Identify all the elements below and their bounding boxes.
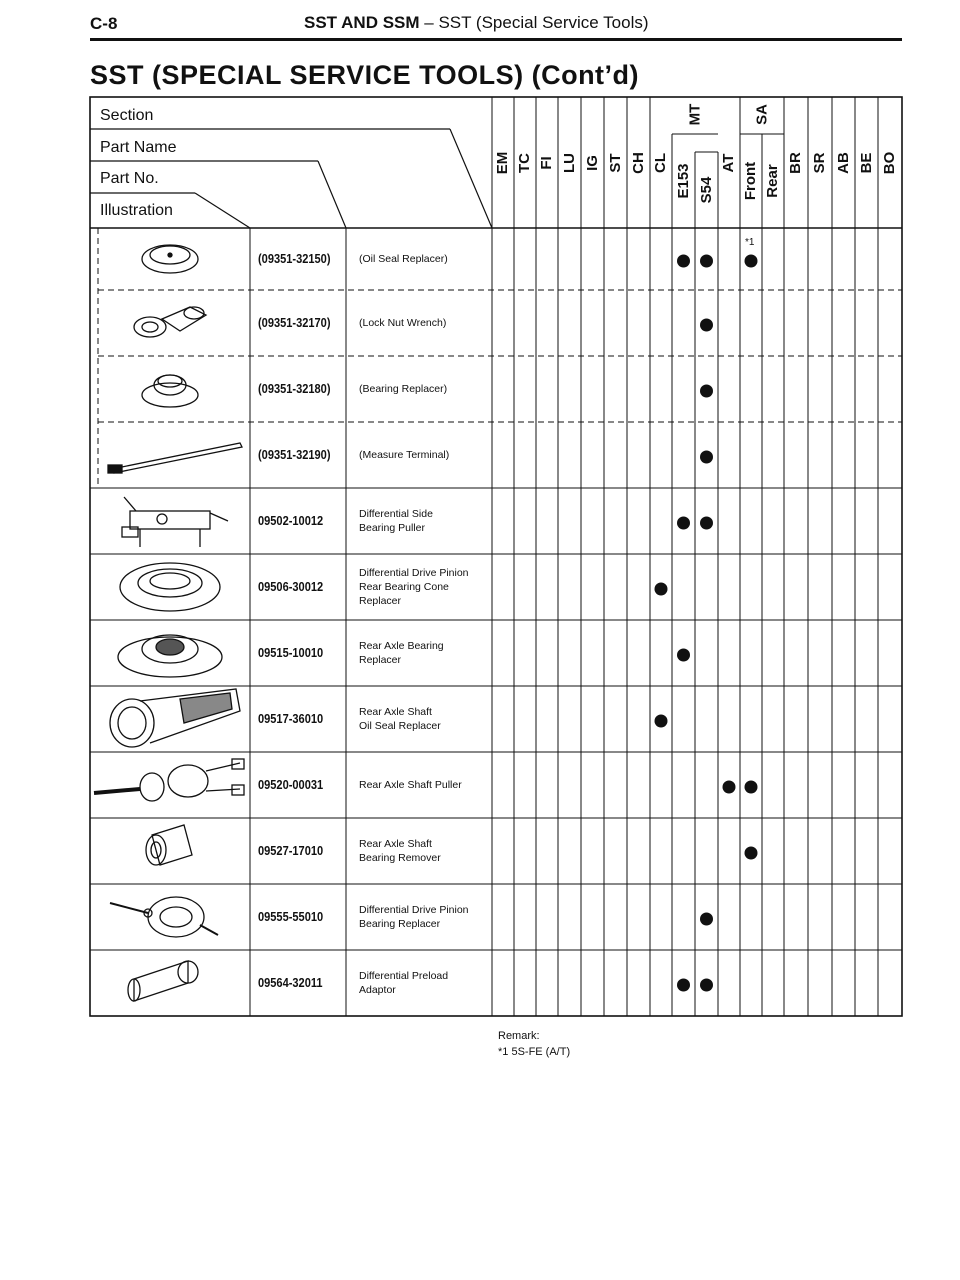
remark-label: Remark:	[498, 1030, 540, 1042]
applicable-dot-s54	[700, 451, 713, 464]
applicable-dot-front	[745, 847, 758, 860]
column-header-at: AT	[720, 153, 737, 172]
column-header-bo: BO	[881, 151, 898, 174]
bearing-replacer-icon	[142, 375, 198, 407]
column-header-fi: FI	[538, 155, 555, 170]
column-header-st: ST	[606, 152, 624, 173]
column-header-sr: SR	[811, 152, 828, 173]
legend-illustration: Illustration	[100, 202, 173, 219]
column-header-e153: E153	[674, 163, 692, 199]
applicable-dot-cl	[655, 715, 668, 728]
part-no: 09555-55010	[258, 909, 324, 924]
applicable-dot-s54	[700, 319, 713, 332]
part-no: 09527-17010	[258, 843, 324, 858]
part-no: 09517-36010	[258, 711, 324, 726]
part-name: (Bearing Replacer)	[359, 383, 448, 395]
part-no: 09564-32011	[258, 975, 323, 990]
oil-seal-replacer-icon	[110, 689, 240, 747]
part-name: Rear Axle Bearing Replacer	[359, 640, 444, 666]
legend-diag-illustration	[195, 193, 250, 228]
part-name: Differential Drive Pinion Rear Bearing Cone Replacer	[359, 567, 469, 607]
legend-diag-part-no	[318, 161, 346, 228]
part-no: 09506-30012	[258, 579, 324, 594]
footnote-marker: *1	[745, 237, 755, 248]
part-name: Differential Drive Pinion Bearing Replacer	[359, 904, 469, 930]
part-name: Rear Axle Shaft Oil Seal Replacer	[359, 706, 441, 732]
column-header-tc: TC	[516, 152, 533, 173]
part-name: Rear Axle Shaft Puller	[359, 779, 462, 791]
part-no: (09351-32150)	[258, 251, 331, 266]
column-header-ig: IG	[583, 154, 601, 171]
axle-bearing-replacer-icon	[118, 635, 222, 677]
pinion-bearing-replacer-icon	[110, 897, 218, 937]
applicable-dot-e153	[677, 979, 690, 992]
legend-section: Section	[100, 107, 154, 124]
applicable-dot-s54	[700, 517, 713, 530]
column-header-s54: S54	[697, 176, 715, 204]
column-header-cl: CL	[652, 152, 669, 173]
part-name: (Lock Nut Wrench)	[359, 317, 447, 329]
column-group-sa: SA	[753, 104, 771, 125]
part-name: Differential Side Bearing Puller	[359, 508, 433, 534]
bearing-remover-icon	[146, 825, 192, 865]
preload-adaptor-icon	[128, 961, 198, 1001]
column-header-be: BE	[857, 152, 875, 173]
applicable-dot-e153	[677, 255, 690, 268]
applicable-dot-s54	[700, 979, 713, 992]
column-group-mt: MT	[686, 103, 704, 126]
remark-note: *1 5S-FE (A/T)	[498, 1046, 571, 1058]
column-header-br: BR	[787, 151, 804, 174]
applicable-dot-s54	[700, 255, 713, 268]
applicable-dot-s54	[700, 913, 713, 926]
applicable-dot-e153	[677, 649, 690, 662]
page-code: C-8	[90, 14, 118, 33]
table-border	[90, 97, 902, 1016]
column-header-em: EM	[494, 151, 511, 174]
column-header-front: Front	[742, 161, 759, 201]
part-name: Differential Preload Adaptor	[359, 970, 449, 996]
applicable-dot-cl	[655, 583, 668, 596]
part-no: 09515-10010	[258, 645, 324, 660]
column-header-ch: CH	[629, 151, 647, 174]
legend-part-no: Part No.	[100, 170, 159, 187]
part-no: 09502-10012	[258, 513, 324, 528]
bearing-puller-icon	[122, 497, 228, 547]
lock-nut-wrench-icon	[134, 307, 206, 337]
legend-diag-part-name	[450, 129, 492, 228]
measure-terminal-icon	[108, 443, 242, 473]
part-name: (Oil Seal Replacer)	[359, 253, 448, 265]
applicable-dot-e153	[677, 517, 690, 530]
column-header-lu: LU	[560, 152, 578, 173]
column-header-rear: Rear	[764, 164, 781, 198]
part-no: (09351-32190)	[258, 447, 331, 462]
applicable-dot-s54	[700, 385, 713, 398]
column-header-ab: AB	[834, 151, 852, 174]
applicable-dot-front	[745, 781, 758, 794]
part-name: Rear Axle Shaft Bearing Remover	[359, 838, 441, 864]
applicable-dot-front	[745, 255, 758, 268]
main-title: SST (SPECIAL SERVICE TOOLS) (Cont’d)	[90, 60, 640, 90]
part-no: (09351-32180)	[258, 381, 331, 396]
shaft-puller-icon	[94, 759, 244, 801]
header-title-rest: – SST (Special Service Tools)	[419, 13, 649, 32]
ring-seal-icon	[142, 245, 198, 273]
legend-part-name: Part Name	[100, 139, 177, 156]
part-no: (09351-32170)	[258, 315, 331, 330]
header-title-bold: SST AND SSM	[304, 13, 420, 32]
part-name: (Measure Terminal)	[359, 449, 450, 461]
applicable-dot-at	[723, 781, 736, 794]
bearing-cone-replacer-icon	[120, 563, 220, 611]
part-no: 09520-00031	[258, 777, 324, 792]
